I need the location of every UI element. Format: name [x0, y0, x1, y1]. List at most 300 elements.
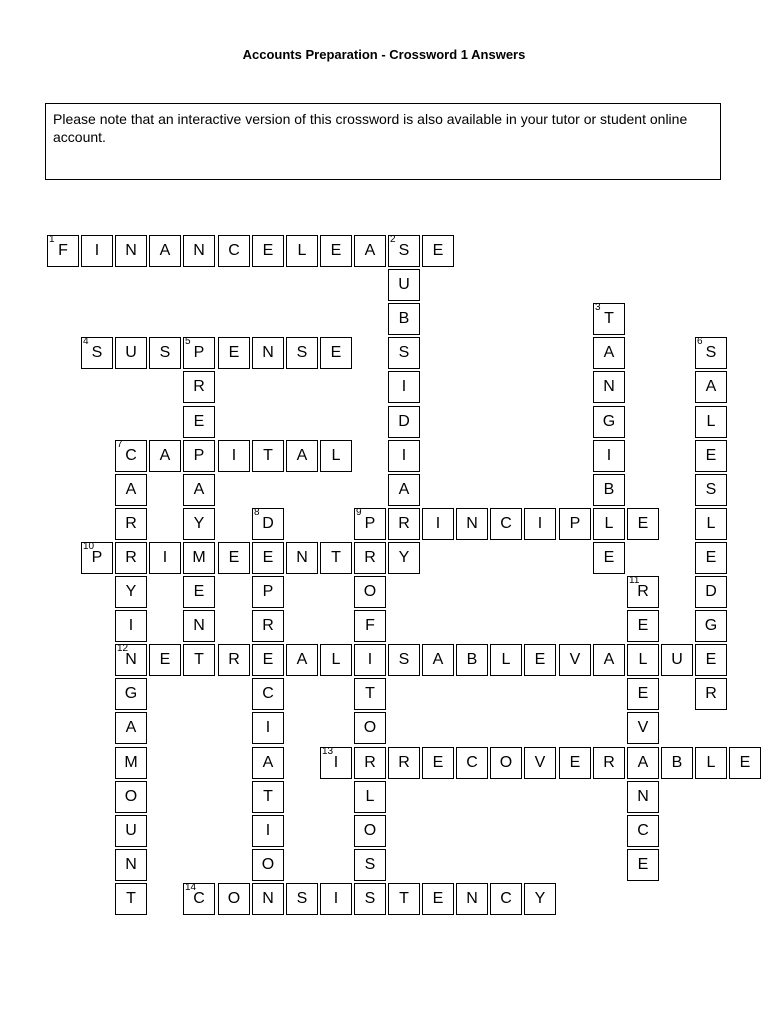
cell-letter: N	[193, 617, 205, 634]
crossword-cell	[524, 883, 556, 915]
cell-letter: L	[501, 651, 511, 668]
crossword-cell	[354, 644, 386, 676]
crossword-cell	[627, 815, 659, 847]
crossword-cell	[695, 337, 727, 369]
cell-letter: R	[125, 549, 137, 566]
cell-letter: V	[569, 651, 581, 668]
crossword-cell	[354, 747, 386, 779]
crossword-cell	[559, 747, 591, 779]
cell-letter: L	[706, 754, 716, 771]
cell-letter: U	[398, 276, 410, 293]
crossword-cell	[81, 235, 113, 267]
cell-letter: A	[159, 447, 171, 464]
cell-letter: R	[193, 378, 205, 395]
cell-letter: T	[331, 549, 341, 566]
cell-letter: L	[365, 788, 375, 805]
crossword-cell	[252, 849, 284, 881]
cell-letter: S	[398, 344, 410, 361]
cell-letter: U	[125, 344, 137, 361]
crossword-cell	[627, 781, 659, 813]
crossword-cell	[388, 474, 420, 506]
crossword-cell	[388, 337, 420, 369]
crossword-cell	[115, 747, 147, 779]
crossword-cell	[627, 610, 659, 642]
cell-letter: V	[637, 719, 649, 736]
crossword-cell	[422, 235, 454, 267]
cell-letter: O	[363, 719, 377, 736]
cell-letter: I	[94, 242, 100, 259]
crossword-cell	[320, 747, 352, 779]
cell-letter: I	[401, 378, 407, 395]
crossword-cell	[183, 406, 215, 438]
cell-letter: O	[499, 754, 513, 771]
crossword-cell	[695, 576, 727, 608]
crossword-cell	[695, 440, 727, 472]
clue-number: 5	[185, 336, 191, 347]
crossword-cell	[388, 747, 420, 779]
cell-letter: N	[296, 549, 308, 566]
crossword-cell	[47, 235, 79, 267]
cell-letter: Y	[534, 890, 546, 907]
cell-letter: G	[602, 413, 616, 430]
clue-number: 2	[390, 234, 396, 245]
cell-letter: Y	[398, 549, 410, 566]
cell-letter: D	[398, 413, 410, 430]
cell-letter: I	[606, 447, 612, 464]
cell-letter: N	[637, 788, 649, 805]
crossword-cell	[218, 440, 250, 472]
crossword-cell	[695, 644, 727, 676]
cell-letter: F	[58, 242, 68, 259]
cell-letter: B	[398, 310, 410, 327]
crossword-cell	[695, 474, 727, 506]
cell-letter: C	[466, 754, 478, 771]
crossword-cell	[524, 747, 556, 779]
cell-letter: E	[432, 754, 444, 771]
cell-letter: R	[228, 651, 240, 668]
cell-letter: N	[125, 242, 137, 259]
cell-letter: I	[333, 890, 339, 907]
cell-letter: E	[637, 685, 649, 702]
clue-number: 8	[254, 507, 260, 518]
cell-letter: D	[262, 515, 274, 532]
crossword-cell	[490, 508, 522, 540]
cell-letter: G	[704, 617, 718, 634]
cell-letter: S	[398, 242, 410, 259]
cell-letter: N	[466, 515, 478, 532]
cell-letter: A	[193, 481, 205, 498]
crossword-cell	[252, 644, 284, 676]
page-title: Accounts Preparation - Crossword 1 Answers	[242, 47, 526, 62]
cell-letter: E	[637, 856, 649, 873]
cell-letter: O	[363, 822, 377, 839]
crossword-cell	[183, 235, 215, 267]
crossword-cell	[252, 337, 284, 369]
crossword-cell	[286, 644, 318, 676]
cell-letter: E	[569, 754, 581, 771]
crossword-cell	[388, 883, 420, 915]
crossword-cell	[286, 440, 318, 472]
crossword-cell	[593, 644, 625, 676]
crossword-cell	[218, 337, 250, 369]
crossword-cell	[320, 542, 352, 574]
crossword-cell	[695, 747, 727, 779]
crossword-cell	[627, 712, 659, 744]
cell-letter: C	[228, 242, 240, 259]
crossword-cell	[661, 747, 693, 779]
cell-letter: F	[365, 617, 375, 634]
crossword-cell	[593, 474, 625, 506]
crossword-cell	[286, 542, 318, 574]
interactive-version-note: Please note that an interactive version of this crossword is also available in your tutor or student online account.	[45, 103, 721, 180]
cell-letter: G	[124, 685, 138, 702]
cell-letter: A	[125, 719, 137, 736]
crossword-cell	[252, 712, 284, 744]
crossword-cell	[115, 781, 147, 813]
crossword-cell	[115, 474, 147, 506]
crossword-cell	[354, 712, 386, 744]
cell-letter: O	[227, 890, 241, 907]
cell-letter: B	[671, 754, 683, 771]
crossword-cell	[115, 542, 147, 574]
crossword-cell	[81, 542, 113, 574]
crossword-cell	[456, 883, 488, 915]
clue-number: 1	[49, 234, 55, 245]
cell-letter: I	[162, 549, 168, 566]
crossword-cell	[388, 406, 420, 438]
cell-letter: I	[128, 617, 134, 634]
cell-letter: R	[364, 754, 376, 771]
cell-letter: C	[262, 685, 274, 702]
cell-letter: T	[604, 310, 614, 327]
crossword-cell	[559, 644, 591, 676]
cell-letter: O	[363, 583, 377, 600]
crossword-cell	[115, 610, 147, 642]
crossword-cell	[320, 883, 352, 915]
cell-letter: E	[705, 651, 717, 668]
cell-letter: R	[262, 617, 274, 634]
clue-number: 14	[185, 882, 197, 893]
crossword-cell	[115, 678, 147, 710]
crossword-cell	[252, 610, 284, 642]
crossword-cell	[695, 610, 727, 642]
cell-letter: L	[706, 413, 716, 430]
crossword-cell	[456, 644, 488, 676]
crossword-cell	[183, 371, 215, 403]
crossword-cell	[115, 849, 147, 881]
crossword-cell	[627, 644, 659, 676]
crossword-cell	[81, 337, 113, 369]
cell-letter: L	[638, 651, 648, 668]
crossword-cell	[422, 508, 454, 540]
cell-letter: P	[262, 583, 274, 600]
cell-letter: E	[637, 515, 649, 532]
crossword-cell	[695, 678, 727, 710]
cell-letter: S	[364, 890, 376, 907]
crossword-cell	[218, 883, 250, 915]
cell-letter: D	[705, 583, 717, 600]
crossword-cell	[593, 508, 625, 540]
crossword-cell	[490, 644, 522, 676]
cell-letter: C	[193, 890, 205, 907]
crossword-cell	[354, 576, 386, 608]
cell-letter: E	[262, 651, 274, 668]
crossword-cell	[695, 371, 727, 403]
cell-letter: S	[705, 481, 717, 498]
crossword-cell	[218, 542, 250, 574]
crossword-cell	[252, 781, 284, 813]
crossword-cell	[627, 678, 659, 710]
cell-letter: E	[705, 447, 717, 464]
clue-number: 10	[83, 541, 95, 552]
cell-letter: O	[261, 856, 275, 873]
cell-letter: A	[637, 754, 649, 771]
crossword-cell	[388, 303, 420, 335]
cell-letter: R	[364, 549, 376, 566]
cell-letter: E	[193, 583, 205, 600]
crossword-cell	[252, 508, 284, 540]
cell-letter: A	[125, 481, 137, 498]
cell-letter: L	[297, 242, 307, 259]
cell-letter: A	[262, 754, 274, 771]
crossword-cell	[422, 747, 454, 779]
crossword-cell	[524, 644, 556, 676]
cell-letter: I	[265, 719, 271, 736]
crossword-cell	[559, 508, 591, 540]
cell-letter: P	[364, 515, 376, 532]
cell-letter: S	[91, 344, 103, 361]
clue-number: 12	[117, 643, 129, 654]
cell-letter: T	[263, 788, 273, 805]
crossword-cell	[354, 235, 386, 267]
cell-letter: T	[194, 651, 204, 668]
cell-letter: I	[367, 651, 373, 668]
crossword-cell	[388, 440, 420, 472]
crossword-cell	[183, 474, 215, 506]
crossword-cell	[320, 337, 352, 369]
cell-letter: A	[432, 651, 444, 668]
cell-letter: C	[500, 890, 512, 907]
crossword-cell	[183, 883, 215, 915]
cell-letter: E	[262, 242, 274, 259]
cell-letter: R	[398, 754, 410, 771]
cell-letter: T	[263, 447, 273, 464]
cell-letter: P	[569, 515, 581, 532]
crossword-cell	[593, 747, 625, 779]
crossword-cell	[183, 337, 215, 369]
cell-letter: I	[435, 515, 441, 532]
crossword-cell	[354, 678, 386, 710]
crossword-cell	[354, 849, 386, 881]
cell-letter: R	[603, 754, 615, 771]
cell-letter: I	[537, 515, 543, 532]
cell-letter: R	[637, 583, 649, 600]
cell-letter: I	[231, 447, 237, 464]
cell-letter: N	[603, 378, 615, 395]
cell-letter: V	[534, 754, 546, 771]
crossword-cell	[729, 747, 761, 779]
cell-letter: U	[125, 822, 137, 839]
crossword-cell	[286, 883, 318, 915]
clue-number: 6	[697, 336, 703, 347]
crossword-cell	[252, 440, 284, 472]
clue-number: 3	[595, 302, 601, 313]
crossword-cell	[593, 406, 625, 438]
crossword-cell	[354, 508, 386, 540]
crossword-cell	[115, 815, 147, 847]
crossword-cell	[149, 440, 181, 472]
cell-letter: A	[296, 651, 308, 668]
cell-letter: M	[192, 549, 206, 566]
cell-letter: N	[466, 890, 478, 907]
crossword-cell	[627, 849, 659, 881]
cell-letter: T	[365, 685, 375, 702]
cell-letter: O	[124, 788, 138, 805]
cell-letter: E	[432, 242, 444, 259]
crossword-cell	[252, 883, 284, 915]
crossword-cell	[115, 644, 147, 676]
crossword-cell	[490, 747, 522, 779]
cell-letter: E	[228, 344, 240, 361]
crossword-cell	[286, 337, 318, 369]
cell-letter: P	[193, 344, 205, 361]
clue-number: 11	[629, 575, 640, 586]
cell-letter: N	[125, 651, 137, 668]
cell-letter: I	[401, 447, 407, 464]
cell-letter: E	[739, 754, 751, 771]
crossword-cell	[320, 644, 352, 676]
crossword-cell	[183, 440, 215, 472]
crossword-cell	[115, 576, 147, 608]
cell-letter: S	[364, 856, 376, 873]
cell-letter: C	[500, 515, 512, 532]
crossword-cell	[252, 815, 284, 847]
crossword-cell	[627, 508, 659, 540]
crossword-cell	[218, 235, 250, 267]
cell-letter: E	[228, 549, 240, 566]
cell-letter: E	[534, 651, 546, 668]
cell-letter: E	[432, 890, 444, 907]
crossword-cell	[695, 508, 727, 540]
crossword-cell	[593, 371, 625, 403]
crossword-cell	[115, 883, 147, 915]
crossword-cell	[422, 883, 454, 915]
cell-letter: E	[262, 549, 274, 566]
crossword-cell	[388, 508, 420, 540]
crossword-cell	[388, 235, 420, 267]
crossword-cell	[354, 542, 386, 574]
cell-letter: L	[331, 447, 341, 464]
crossword-cell	[593, 337, 625, 369]
crossword-cell	[388, 269, 420, 301]
cell-letter: E	[330, 242, 342, 259]
cell-letter: R	[398, 515, 410, 532]
cell-letter: A	[603, 344, 615, 361]
cell-letter: L	[706, 515, 716, 532]
cell-letter: N	[262, 890, 274, 907]
crossword-cell	[524, 508, 556, 540]
crossword-cell	[422, 644, 454, 676]
crossword-cell	[115, 440, 147, 472]
crossword-cell	[320, 440, 352, 472]
crossword-cell	[354, 610, 386, 642]
cell-letter: L	[604, 515, 614, 532]
cell-letter: E	[637, 617, 649, 634]
cell-letter: E	[330, 344, 342, 361]
cell-letter: P	[91, 549, 103, 566]
crossword-cell	[661, 644, 693, 676]
cell-letter: Y	[193, 515, 205, 532]
cell-letter: U	[671, 651, 683, 668]
crossword-cell	[115, 712, 147, 744]
crossword-cell	[183, 644, 215, 676]
cell-letter: C	[637, 822, 649, 839]
crossword-cell	[149, 542, 181, 574]
crossword-cell	[149, 644, 181, 676]
cell-letter: N	[125, 856, 137, 873]
cell-letter: I	[333, 754, 339, 771]
crossword-cell	[593, 542, 625, 574]
crossword-cell	[183, 610, 215, 642]
crossword-cell	[183, 576, 215, 608]
cell-letter: S	[296, 890, 308, 907]
cell-letter: Y	[125, 583, 137, 600]
cell-letter: T	[126, 890, 136, 907]
cell-letter: A	[159, 242, 171, 259]
crossword-cell	[627, 747, 659, 779]
crossword-cell	[388, 371, 420, 403]
crossword-cell	[456, 508, 488, 540]
cell-letter: B	[466, 651, 478, 668]
cell-letter: T	[399, 890, 409, 907]
cell-letter: A	[705, 378, 717, 395]
cell-letter: A	[364, 242, 376, 259]
cell-letter: S	[296, 344, 308, 361]
crossword-cell	[115, 235, 147, 267]
clue-number: 13	[322, 746, 334, 757]
cell-letter: A	[398, 481, 410, 498]
crossword-cell	[183, 542, 215, 574]
crossword-cell	[252, 235, 284, 267]
cell-letter: E	[705, 549, 717, 566]
cell-letter: A	[603, 651, 615, 668]
clue-number: 4	[83, 336, 89, 347]
crossword-cell	[354, 815, 386, 847]
cell-letter: C	[125, 447, 137, 464]
crossword-cell	[320, 235, 352, 267]
cell-letter: E	[603, 549, 615, 566]
cell-letter: I	[265, 822, 271, 839]
crossword-cell	[388, 542, 420, 574]
crossword-cell	[252, 747, 284, 779]
crossword-cell	[490, 883, 522, 915]
crossword-cell	[286, 235, 318, 267]
cell-letter: R	[125, 515, 137, 532]
cell-letter: E	[159, 651, 171, 668]
crossword-cell	[695, 406, 727, 438]
crossword-cell	[627, 576, 659, 608]
cell-letter: P	[193, 447, 205, 464]
cell-letter: S	[398, 651, 410, 668]
crossword-cell	[593, 303, 625, 335]
crossword-cell	[456, 747, 488, 779]
crossword-cell	[354, 883, 386, 915]
cell-letter: M	[124, 754, 138, 771]
crossword-cell	[354, 781, 386, 813]
crossword-cell	[252, 678, 284, 710]
cell-letter: B	[603, 481, 615, 498]
crossword-cell	[218, 644, 250, 676]
